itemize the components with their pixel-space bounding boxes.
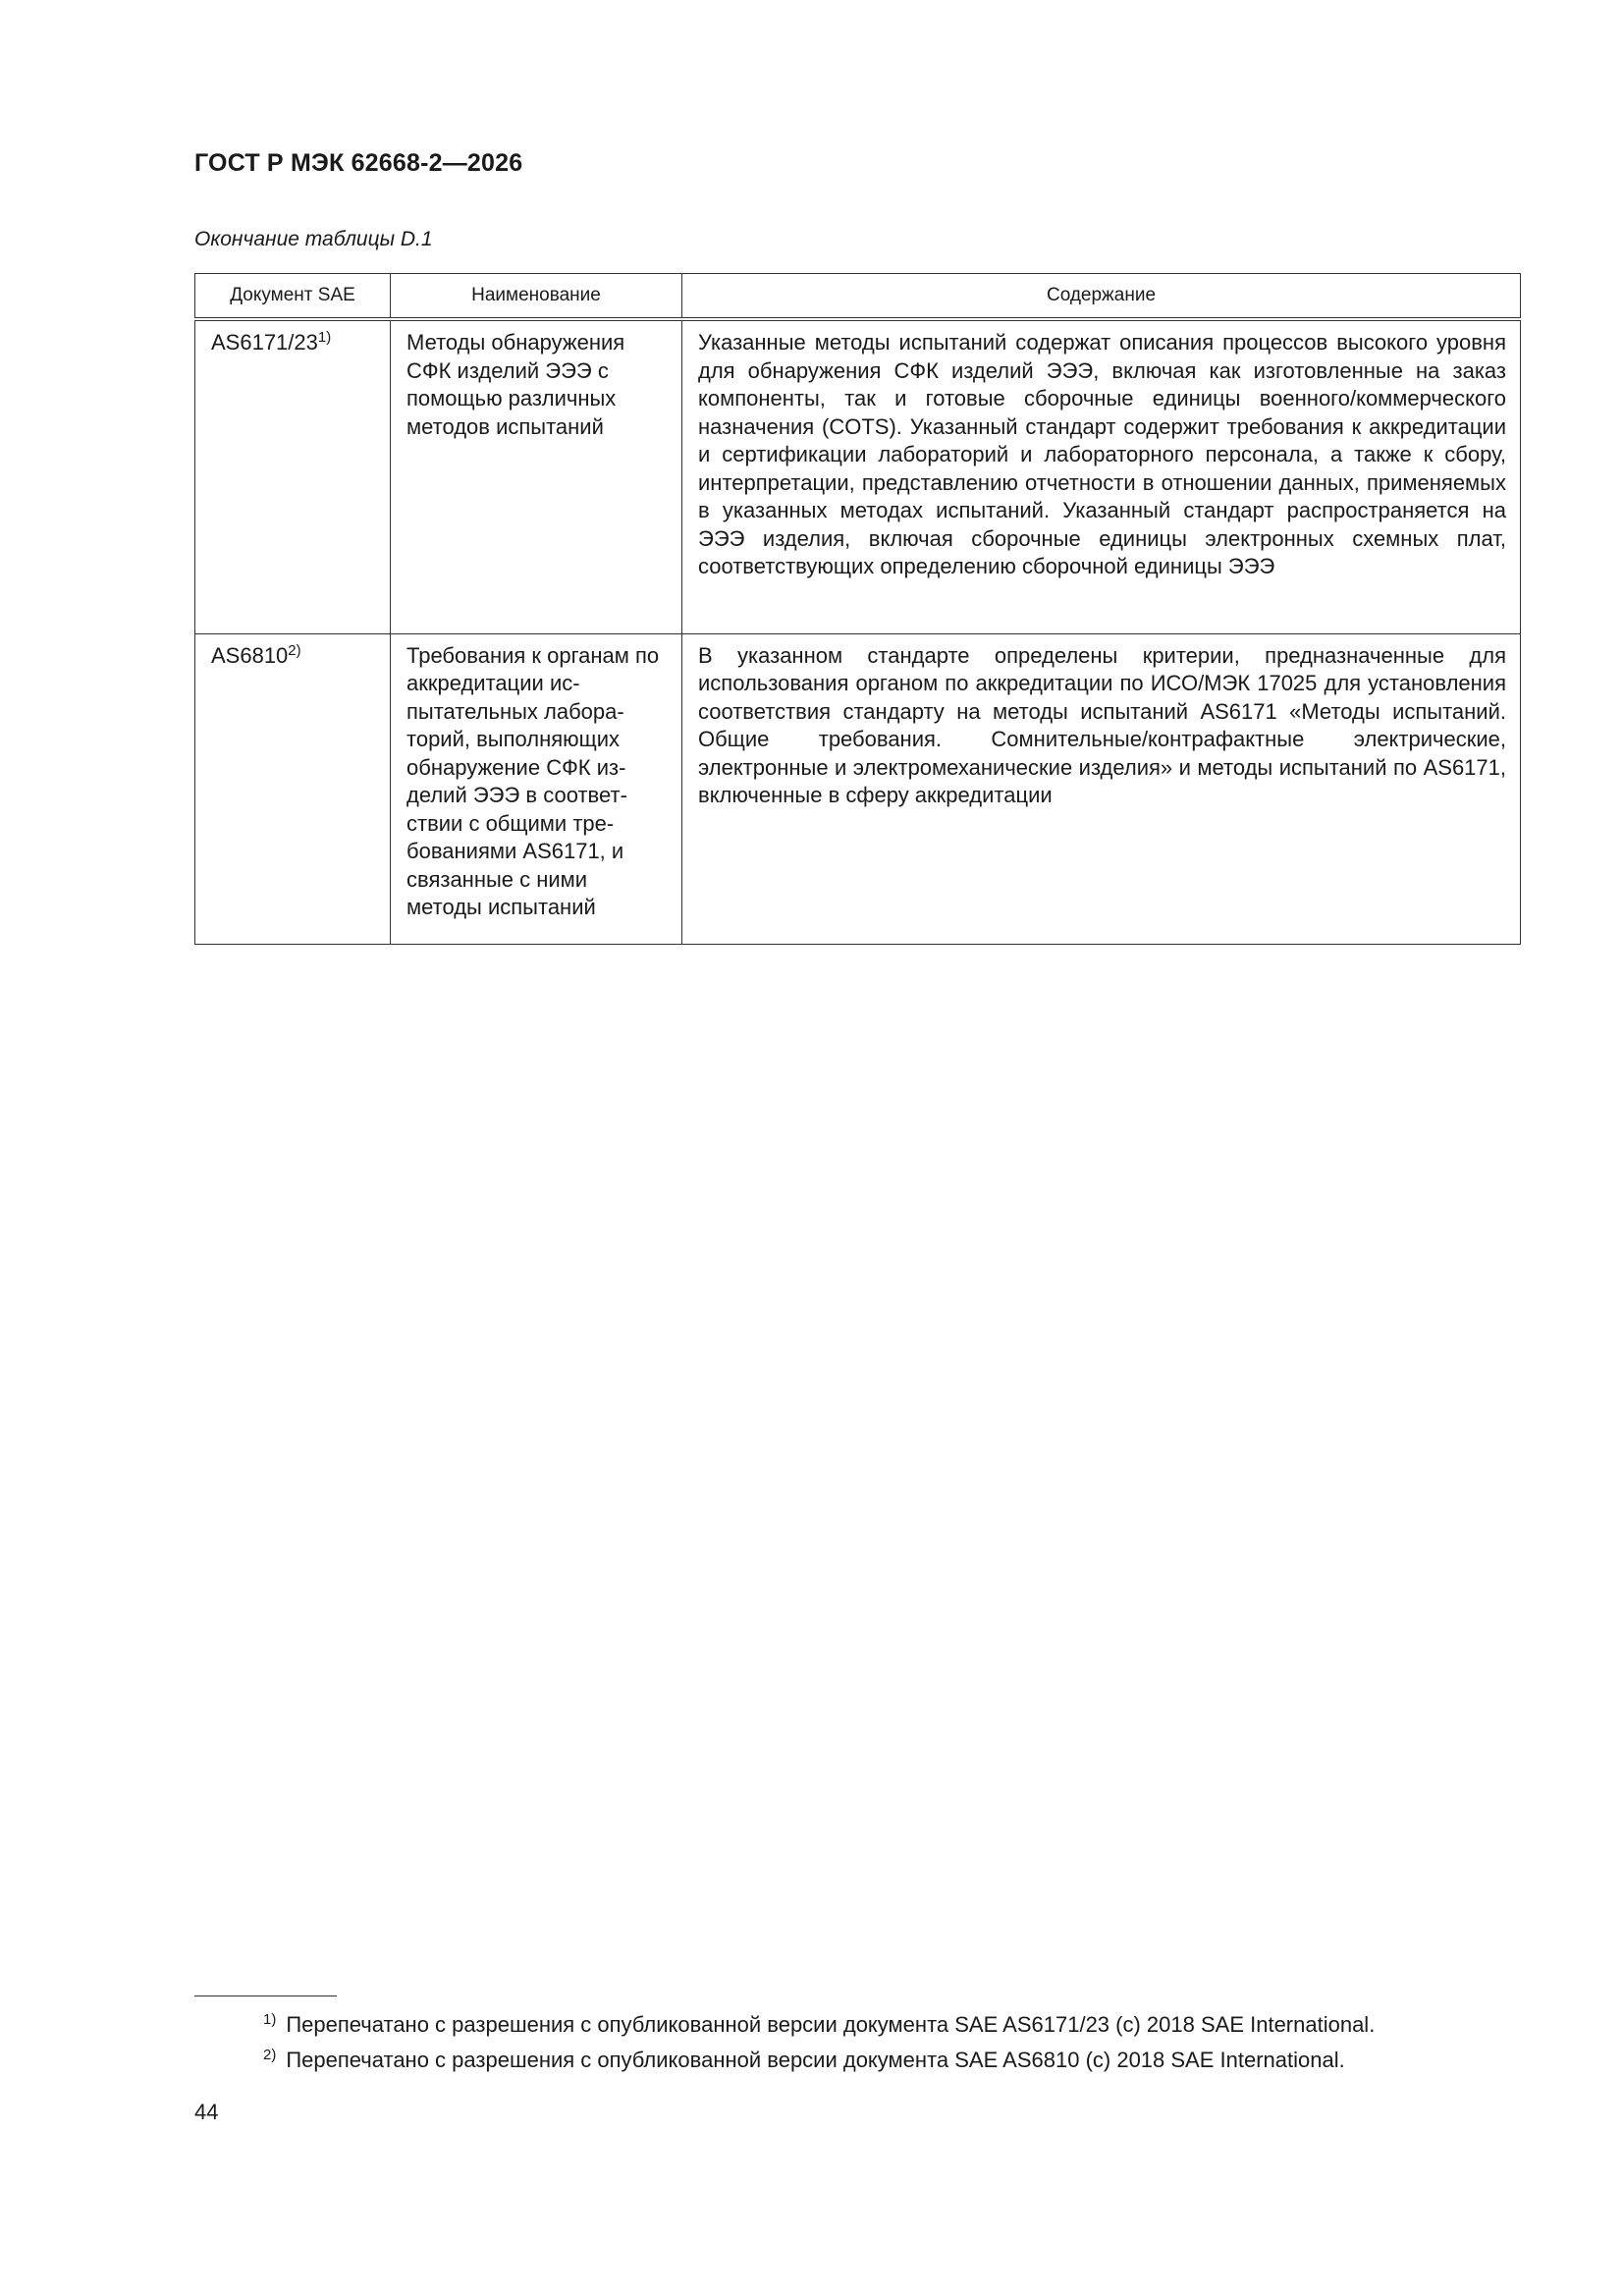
- table-row: [195, 319, 1521, 633]
- footnotes: [263, 2007, 1375, 2078]
- document-content-cell: Указанные методы испытаний содержат описания процессов высокого уровня для обнаружения СФК изделий ЭЭЭ, включая как изготовленные на заказ компоненты, так и готовые сборочные единицы военного/коммерческого назначения (COTS). Указанный стандарт содержит требования к аккредитации и сертификации лабораторий и лабораторного персонала, а также к сбору, интерпретации, представлению отчетности в отношении данных, применяемых в указанных методах испытаний. Указанный стандарт распространяется на ЭЭЭ изделия, включая сборочные единицы электронных схемных плат, соответствующих определению сборочной единицы ЭЭЭ: [682, 319, 1521, 633]
- footnote-separator: [194, 1995, 337, 1996]
- document-name-cell: Методы обнаружения СФК изделий ЭЭЭ с помощью различных методов испытаний: [391, 319, 682, 633]
- footnote-text: Перепечатано с разрешения с опубликованной версии документа SAE AS6171/23 (c) 2018 SAE International.: [286, 2012, 1376, 2037]
- footnote-text: Перепечатано с разрешения с опубликованной версии документа SAE AS6810 (c) 2018 SAE International.: [286, 2048, 1345, 2072]
- table-header-row: [195, 274, 1521, 320]
- footnote-2: [263, 2043, 1375, 2078]
- footnote-marker: 2): [263, 2047, 277, 2063]
- footnote-marker: 1): [263, 2011, 277, 2028]
- footnote-ref: 1): [317, 329, 332, 346]
- column-header-content: Содержание: [682, 274, 1521, 320]
- document-code-cell: [195, 633, 391, 944]
- document-code: AS6810: [211, 642, 289, 668]
- document-header: ГОСТ Р МЭК 62668-2—2026: [194, 149, 523, 177]
- footnote-1: [263, 2007, 1375, 2043]
- document-content-cell: В указанном стандарте определены критерии, предназначенные для использования органом по аккредитации по ИСО/МЭК 17025 для установления соответствия стандарту на методы испытаний AS6171 «Методы испытаний. Общие требования. Сомнительные/контрафактные электрические, электронные и электромеханические изделия» и методы испытаний по AS6171, включенные в сферу аккредитации: [682, 633, 1521, 944]
- table-row: [195, 633, 1521, 944]
- column-header-document: Документ SAE: [195, 274, 391, 320]
- sae-documents-table: [194, 273, 1521, 945]
- document-name-cell: Требования к органам по аккредитации испытательных лабораторий, выполняющих обнаружение СФК изделий ЭЭЭ в соответствии с общими требованиями AS6171, и связанные с ними методы испытаний: [391, 633, 682, 944]
- table-caption: Окончание таблицы D.1: [194, 228, 433, 250]
- column-header-name: Наименование: [391, 274, 682, 320]
- document-code: AS6171/23: [211, 330, 318, 355]
- document-code-cell: [195, 319, 391, 633]
- footnote-ref: 2): [288, 641, 301, 659]
- page-number: 44: [194, 2100, 219, 2124]
